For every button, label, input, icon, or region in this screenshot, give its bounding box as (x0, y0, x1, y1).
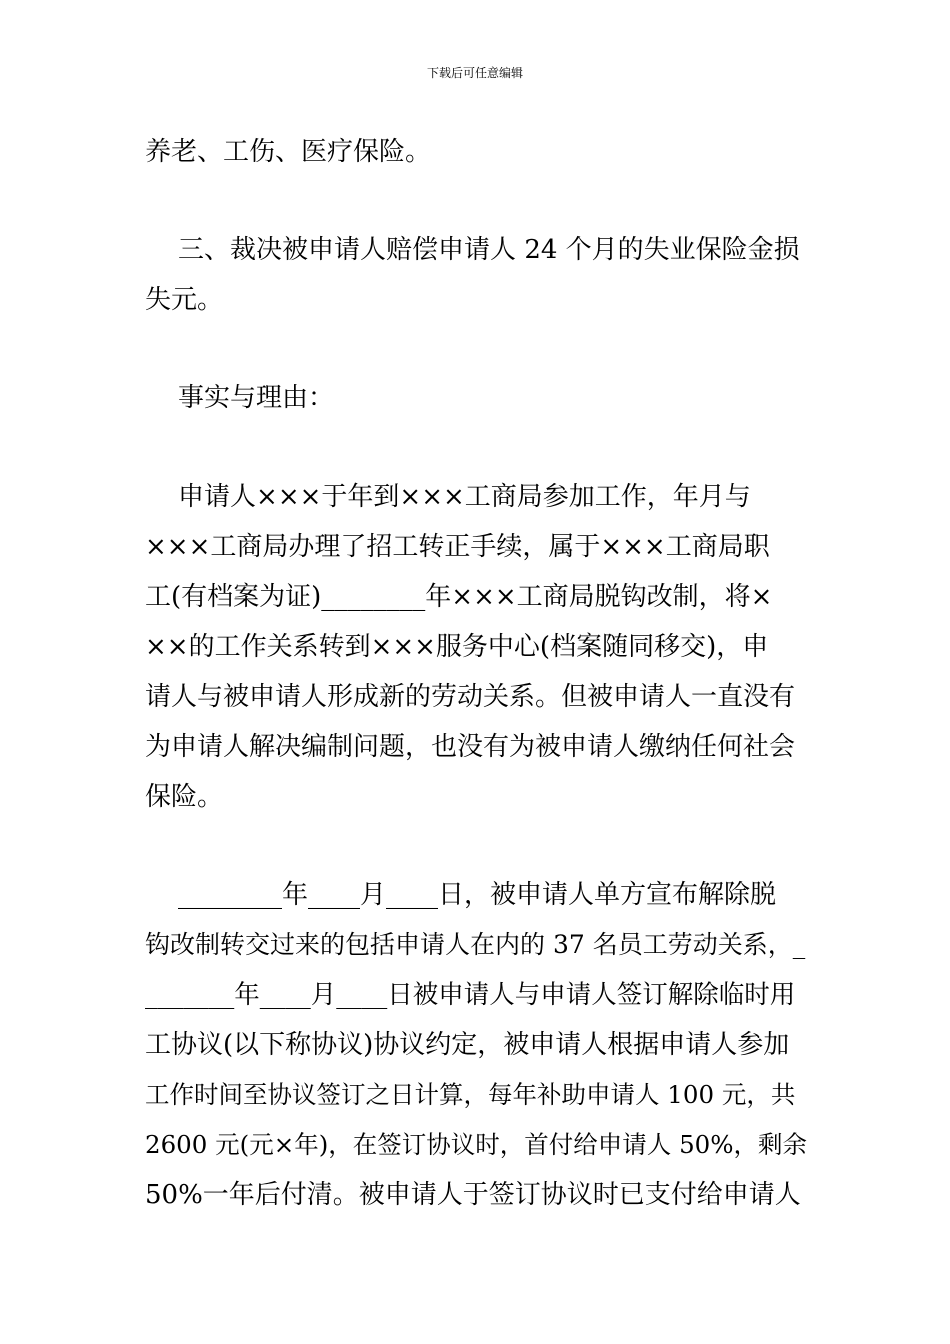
text-line: 工(有档案为证)________年×××工商局脱钩改制，将× (145, 582, 773, 612)
text-line: 钩改制转交过来的包括申请人在内的 37 名员工劳动关系，_ (145, 930, 806, 959)
text-line: 工协议(以下称协议)协议约定，被申请人根据申请人参加 (145, 1030, 790, 1060)
text-line: 三、裁决被申请人赔偿申请人 24 个月的失业保险金损 (145, 235, 800, 265)
text-line: 保险。 (145, 782, 224, 812)
text-line: ________年____月____日，被申请人单方宣布解除脱 (145, 880, 777, 910)
text-line: 2600 元(元×年)，在签订协议时，首付给申请人 50%，剩余 (145, 1130, 808, 1159)
text-line: 50%一年后付清。被申请人于签订协议时已支付给申请人 (145, 1180, 801, 1210)
text-line: ××的工作关系转到×××服务中心(档案随同移交)，申 (145, 632, 769, 662)
text-line: 工作时间至协议签订之日计算，每年补助申请人 100 元，共 (145, 1080, 796, 1109)
text-line: 申请人×××于年到×××工商局参加工作，年月与 (145, 482, 751, 512)
text-line: ×××工商局办理了招工转正手续，属于×××工商局职 (145, 532, 770, 562)
text-line: _______年____月____日被申请人与申请人签订解除临时用 (145, 980, 796, 1010)
text-line: 养老、工伤、医疗保险。 (145, 137, 432, 167)
page-header: 下载后可任意编辑 (426, 66, 523, 80)
text-line: 失元。 (145, 285, 224, 315)
text-line: 为申请人解决编制问题，也没有为被申请人缴纳任何社会 (145, 732, 796, 762)
section-heading: 事实与理由： (145, 383, 335, 413)
text-line: 请人与被申请人形成新的劳动关系。但被申请人一直没有 (145, 682, 796, 712)
